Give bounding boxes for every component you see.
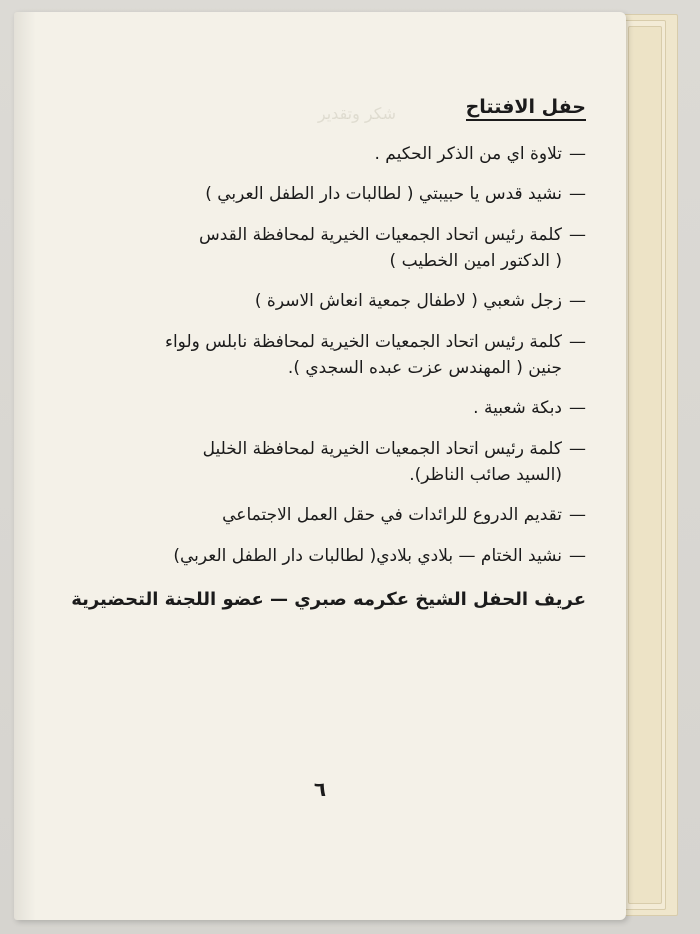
- item-text: كلمة رئيس اتحاد الجمعيات الخيرية لمحافظة الخليل: [202, 438, 562, 459]
- bullet-dash: —: [569, 545, 586, 566]
- page-title: حفل الافتتاح: [466, 96, 586, 121]
- program-item: [66, 288, 586, 314]
- program-list: [66, 96, 586, 620]
- bullet-dash: —: [569, 331, 586, 352]
- item-text: زجل شعبي ( لاطفال جمعية انعاش الاسرة ): [254, 291, 562, 312]
- item-text: كلمة رئيس اتحاد الجمعيات الخيرية لمحافظة القدس: [199, 224, 562, 245]
- item-text: كلمة رئيس اتحاد الجمعيات الخيرية لمحافظة نابلس ولواء: [164, 331, 562, 352]
- bullet-dash: —: [569, 505, 586, 526]
- master-of-ceremonies: عريف الحفل الشيخ عكرمه صبري — عضو اللجنة التحضيرية: [71, 589, 586, 611]
- booklet-page: [14, 12, 626, 920]
- item-text-continued: (السيد صائب الناظر).: [409, 465, 562, 486]
- bullet-dash: —: [569, 224, 586, 245]
- item-text: نشيد الختام — بلادي بلادي( لطالبات دار الطفل العربي): [173, 545, 562, 566]
- item-text-continued: ( الدكتور امين الخطيب ): [389, 251, 562, 272]
- item-text: تقديم الدروع للرائدات في حقل العمل الاجتماعي: [222, 505, 562, 526]
- program-item: [66, 395, 586, 421]
- item-text-continued: جنين ( المهندس عزت عبده السجدي ).: [287, 358, 562, 379]
- bullet-dash: —: [569, 398, 586, 419]
- back-page-edge: [628, 26, 662, 904]
- bullet-dash: —: [569, 438, 586, 459]
- program-item: [66, 222, 586, 275]
- program-item: [66, 329, 586, 382]
- program-item: [66, 141, 586, 167]
- bleed-through-heading: شكر وتقدير: [317, 104, 396, 123]
- bullet-dash: —: [569, 184, 586, 205]
- bullet-dash: —: [569, 144, 586, 164]
- program-item: [66, 436, 586, 489]
- program-item: [66, 543, 586, 569]
- program-item: [66, 502, 586, 528]
- bullet-dash: —: [569, 291, 586, 312]
- item-text: دبكة شعبية .: [473, 398, 562, 419]
- program-item: [66, 181, 586, 207]
- item-text: نشيد قدس يا حبيبتي ( لطالبات دار الطفل العربي ): [205, 184, 562, 205]
- item-text: تلاوة اي من الذكر الحكيم .: [374, 144, 562, 164]
- page-number: ٦: [313, 777, 327, 801]
